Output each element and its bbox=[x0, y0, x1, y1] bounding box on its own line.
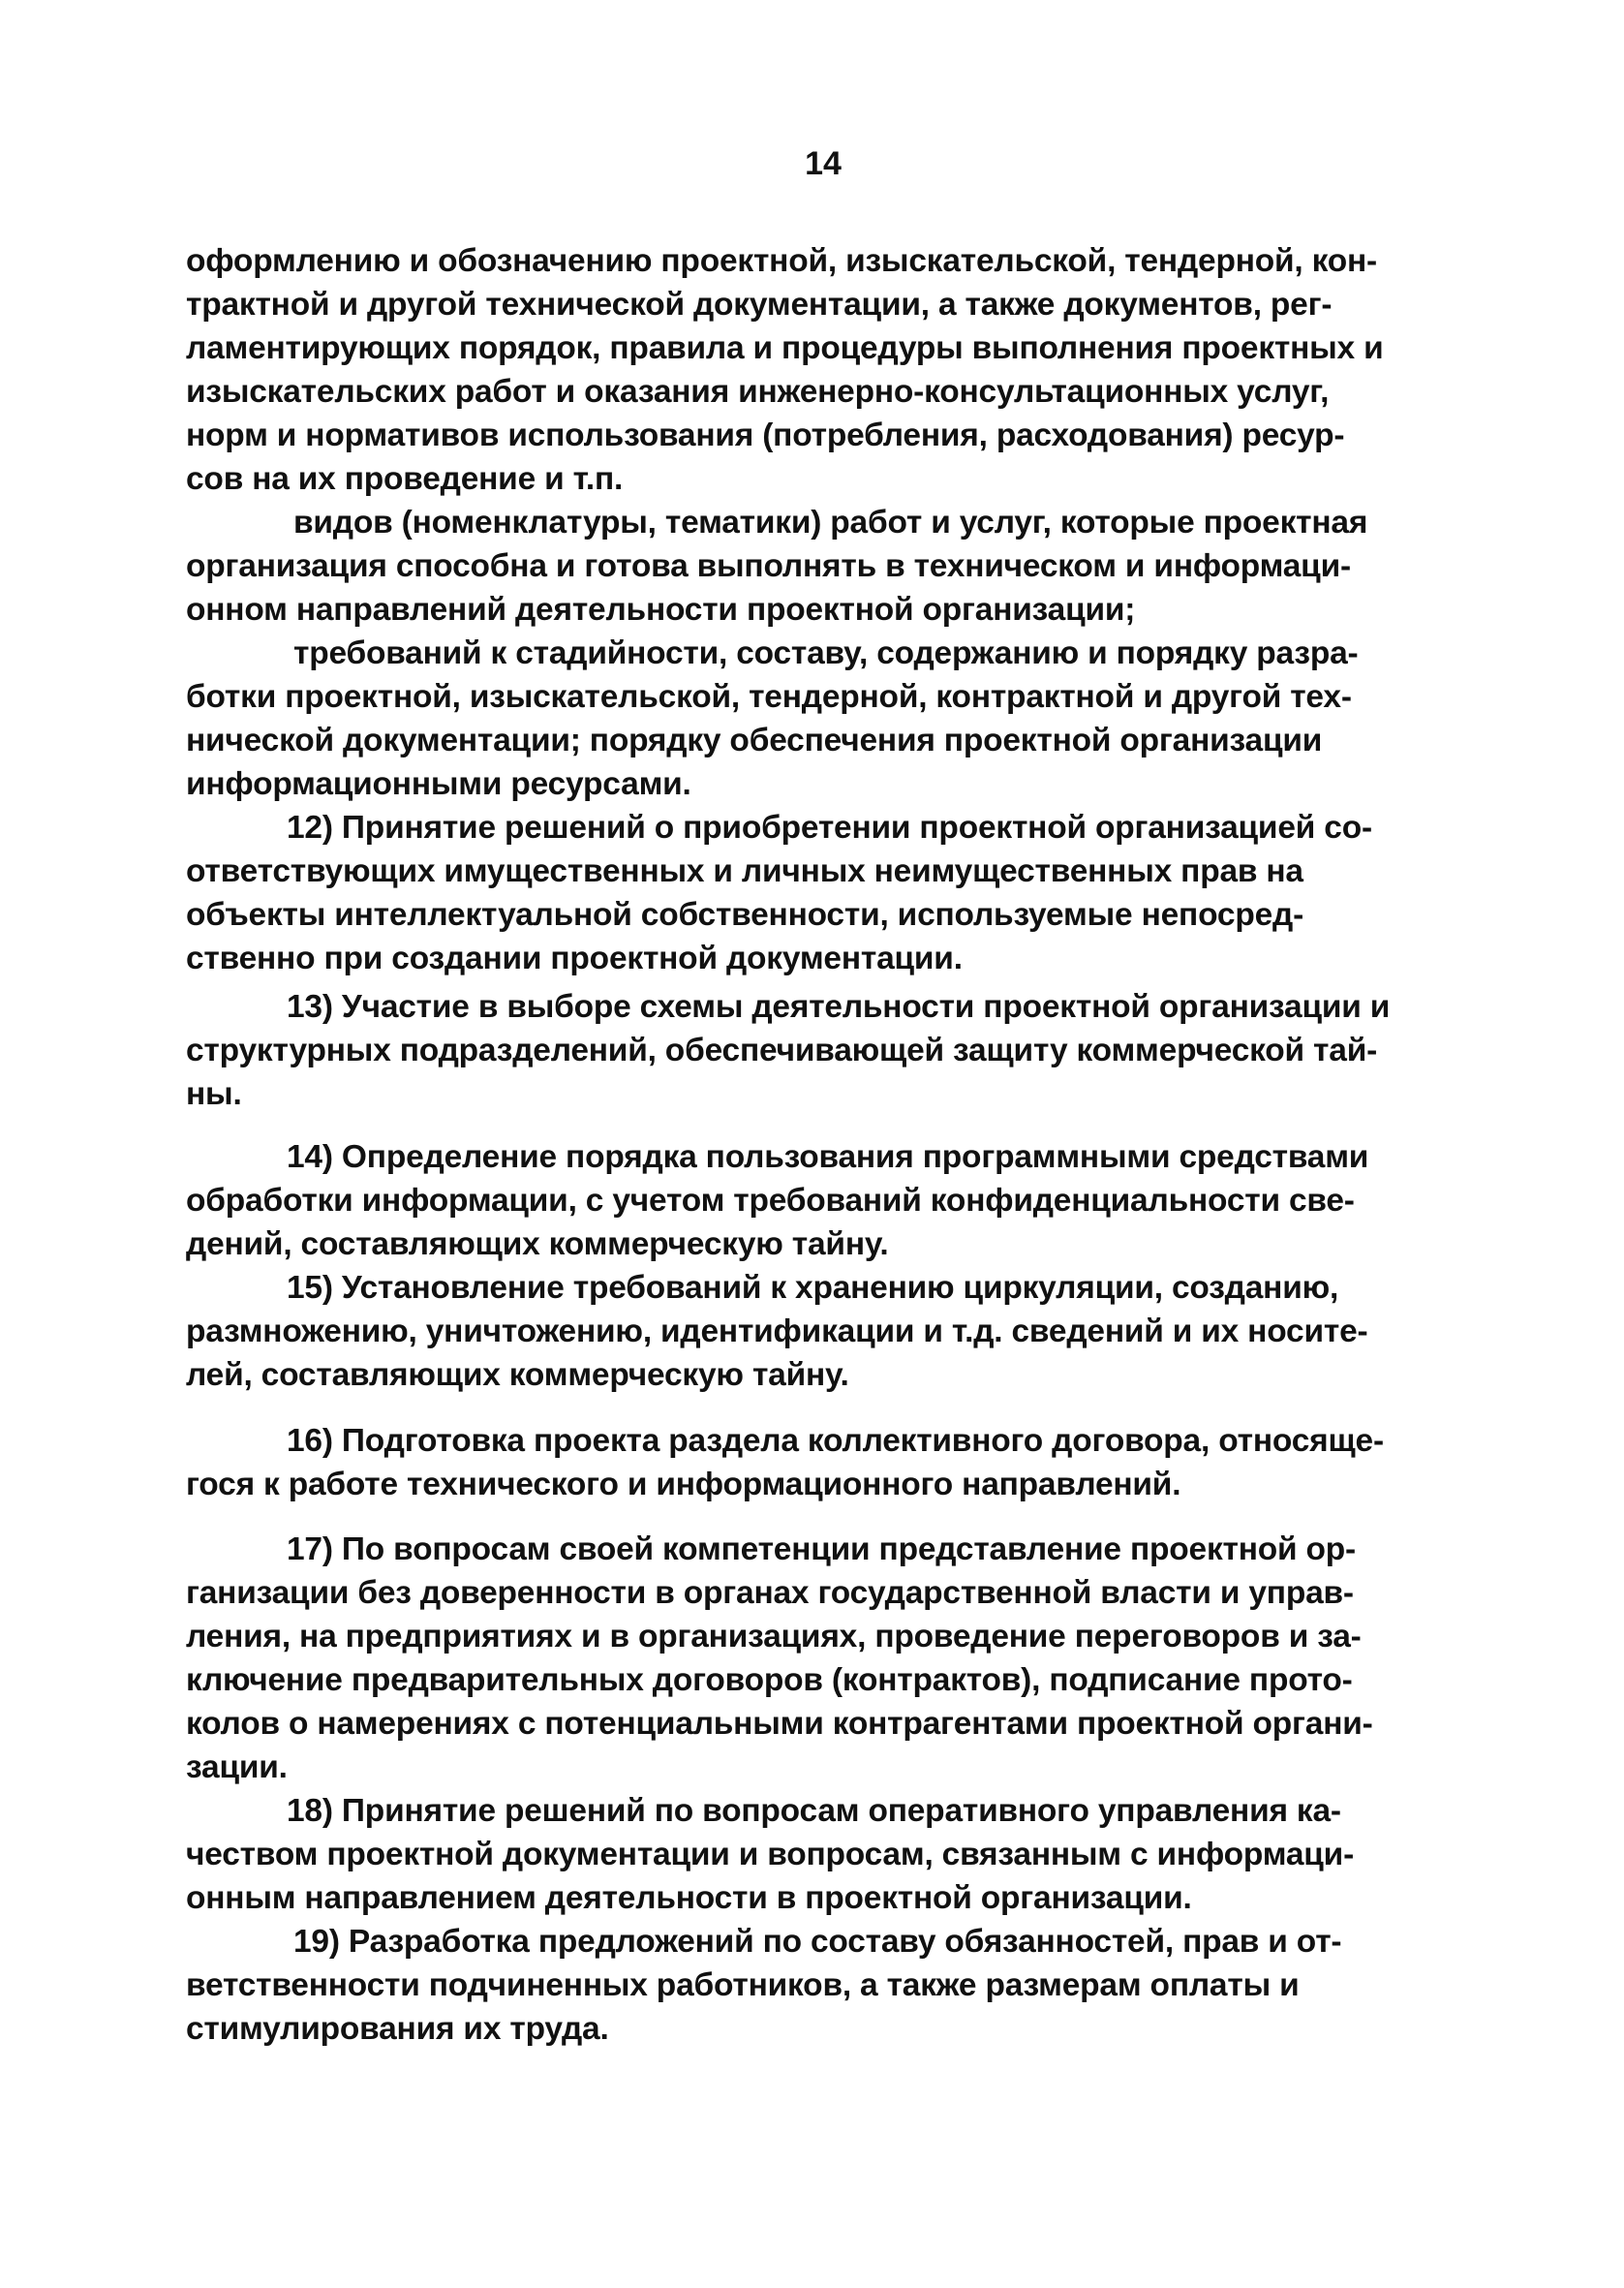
text-line: структурных подразделений, обеспечивающей защиту коммерческой тай- bbox=[186, 1033, 1378, 1068]
text-line: 19) Разработка предложений по составу обязанностей, прав и от- bbox=[293, 1924, 1342, 1960]
text-line: лей, составляющих коммерческую тайну. bbox=[186, 1357, 849, 1393]
text-line: 17) По вопросам своей компетенции представление проектной ор- bbox=[287, 1531, 1357, 1567]
text-line: объекты интеллектуальной собственности, используемые непосред- bbox=[186, 897, 1304, 933]
text-line: нической документации; порядку обеспечения проектной организации bbox=[186, 723, 1323, 758]
text-line: онном направлений деятельности проектной организации; bbox=[186, 592, 1136, 628]
text-line: 12) Принятие решений о приобретении проектной организацией со- bbox=[287, 810, 1372, 846]
text-line: онным направлением деятельности в проектной организации. bbox=[186, 1880, 1192, 1916]
text-line: ны. bbox=[186, 1076, 242, 1112]
text-line: чеством проектной документации и вопросам, связанным с информаци- bbox=[186, 1837, 1355, 1872]
text-line: сов на их проведение и т.п. bbox=[186, 461, 624, 497]
text-line: ления, на предприятиях и в организациях, проведение переговоров и за- bbox=[186, 1619, 1362, 1654]
text-line: ветственности подчиненных работников, а также размерам оплаты и bbox=[186, 1967, 1300, 2003]
text-line: видов (номенклатуры, тематики) работ и услуг, которые проектная bbox=[293, 505, 1368, 541]
text-line: ганизации без доверенности в органах государственной власти и управ- bbox=[186, 1575, 1354, 1611]
text-line: размножению, уничтожению, идентификации и т.д. сведений и их носите- bbox=[186, 1314, 1368, 1349]
text-line: ственно при создании проектной документации. bbox=[186, 941, 963, 976]
text-line: организация способна и готова выполнять в техническом и информаци- bbox=[186, 548, 1351, 584]
page-number: 14 bbox=[805, 145, 842, 182]
text-line: требований к стадийности, составу, содержанию и порядку разра- bbox=[293, 635, 1359, 671]
text-line: гося к работе технического и информационного направлений. bbox=[186, 1467, 1181, 1502]
text-line: норм и нормативов использования (потребления, расходования) ресур- bbox=[186, 417, 1345, 453]
text-line: ответствующих имущественных и личных неимущественных прав на bbox=[186, 853, 1303, 889]
text-line: дений, составляющих коммерческую тайну. bbox=[186, 1226, 889, 1262]
text-line: информационными ресурсами. bbox=[186, 766, 691, 802]
text-line: зации. bbox=[186, 1749, 288, 1785]
text-line: трактной и другой технической документации, а также документов, рег- bbox=[186, 287, 1333, 323]
text-line: 13) Участие в выборе схемы деятельности проектной организации и bbox=[287, 989, 1391, 1025]
text-line: стимулирования их труда. bbox=[186, 2011, 609, 2047]
text-line: 14) Определение порядка пользования программными средствами bbox=[287, 1139, 1369, 1175]
text-line: изыскательских работ и оказания инженерно-консультационных услуг, bbox=[186, 374, 1330, 410]
text-line: 18) Принятие решений по вопросам оперативного управления ка- bbox=[287, 1793, 1341, 1829]
text-line: 16) Подготовка проекта раздела коллективного договора, относяще- bbox=[287, 1423, 1384, 1459]
text-line: 15) Установление требований к хранению циркуляции, созданию, bbox=[287, 1270, 1339, 1306]
text-line: ботки проектной, изыскательской, тендерной, контрактной и другой тех- bbox=[186, 679, 1352, 715]
text-line: оформлению и обозначению проектной, изыскательской, тендерной, кон- bbox=[186, 243, 1378, 279]
text-line: обработки информации, с учетом требований конфиденциальности све- bbox=[186, 1183, 1355, 1219]
text-line: ключение предварительных договоров (контрактов), подписание прото- bbox=[186, 1662, 1353, 1698]
text-line: колов о намерениях с потенциальными контрагентами проектной органи- bbox=[186, 1706, 1373, 1742]
text-line: ламентирующих порядок, правила и процедуры выполнения проектных и bbox=[186, 330, 1384, 366]
